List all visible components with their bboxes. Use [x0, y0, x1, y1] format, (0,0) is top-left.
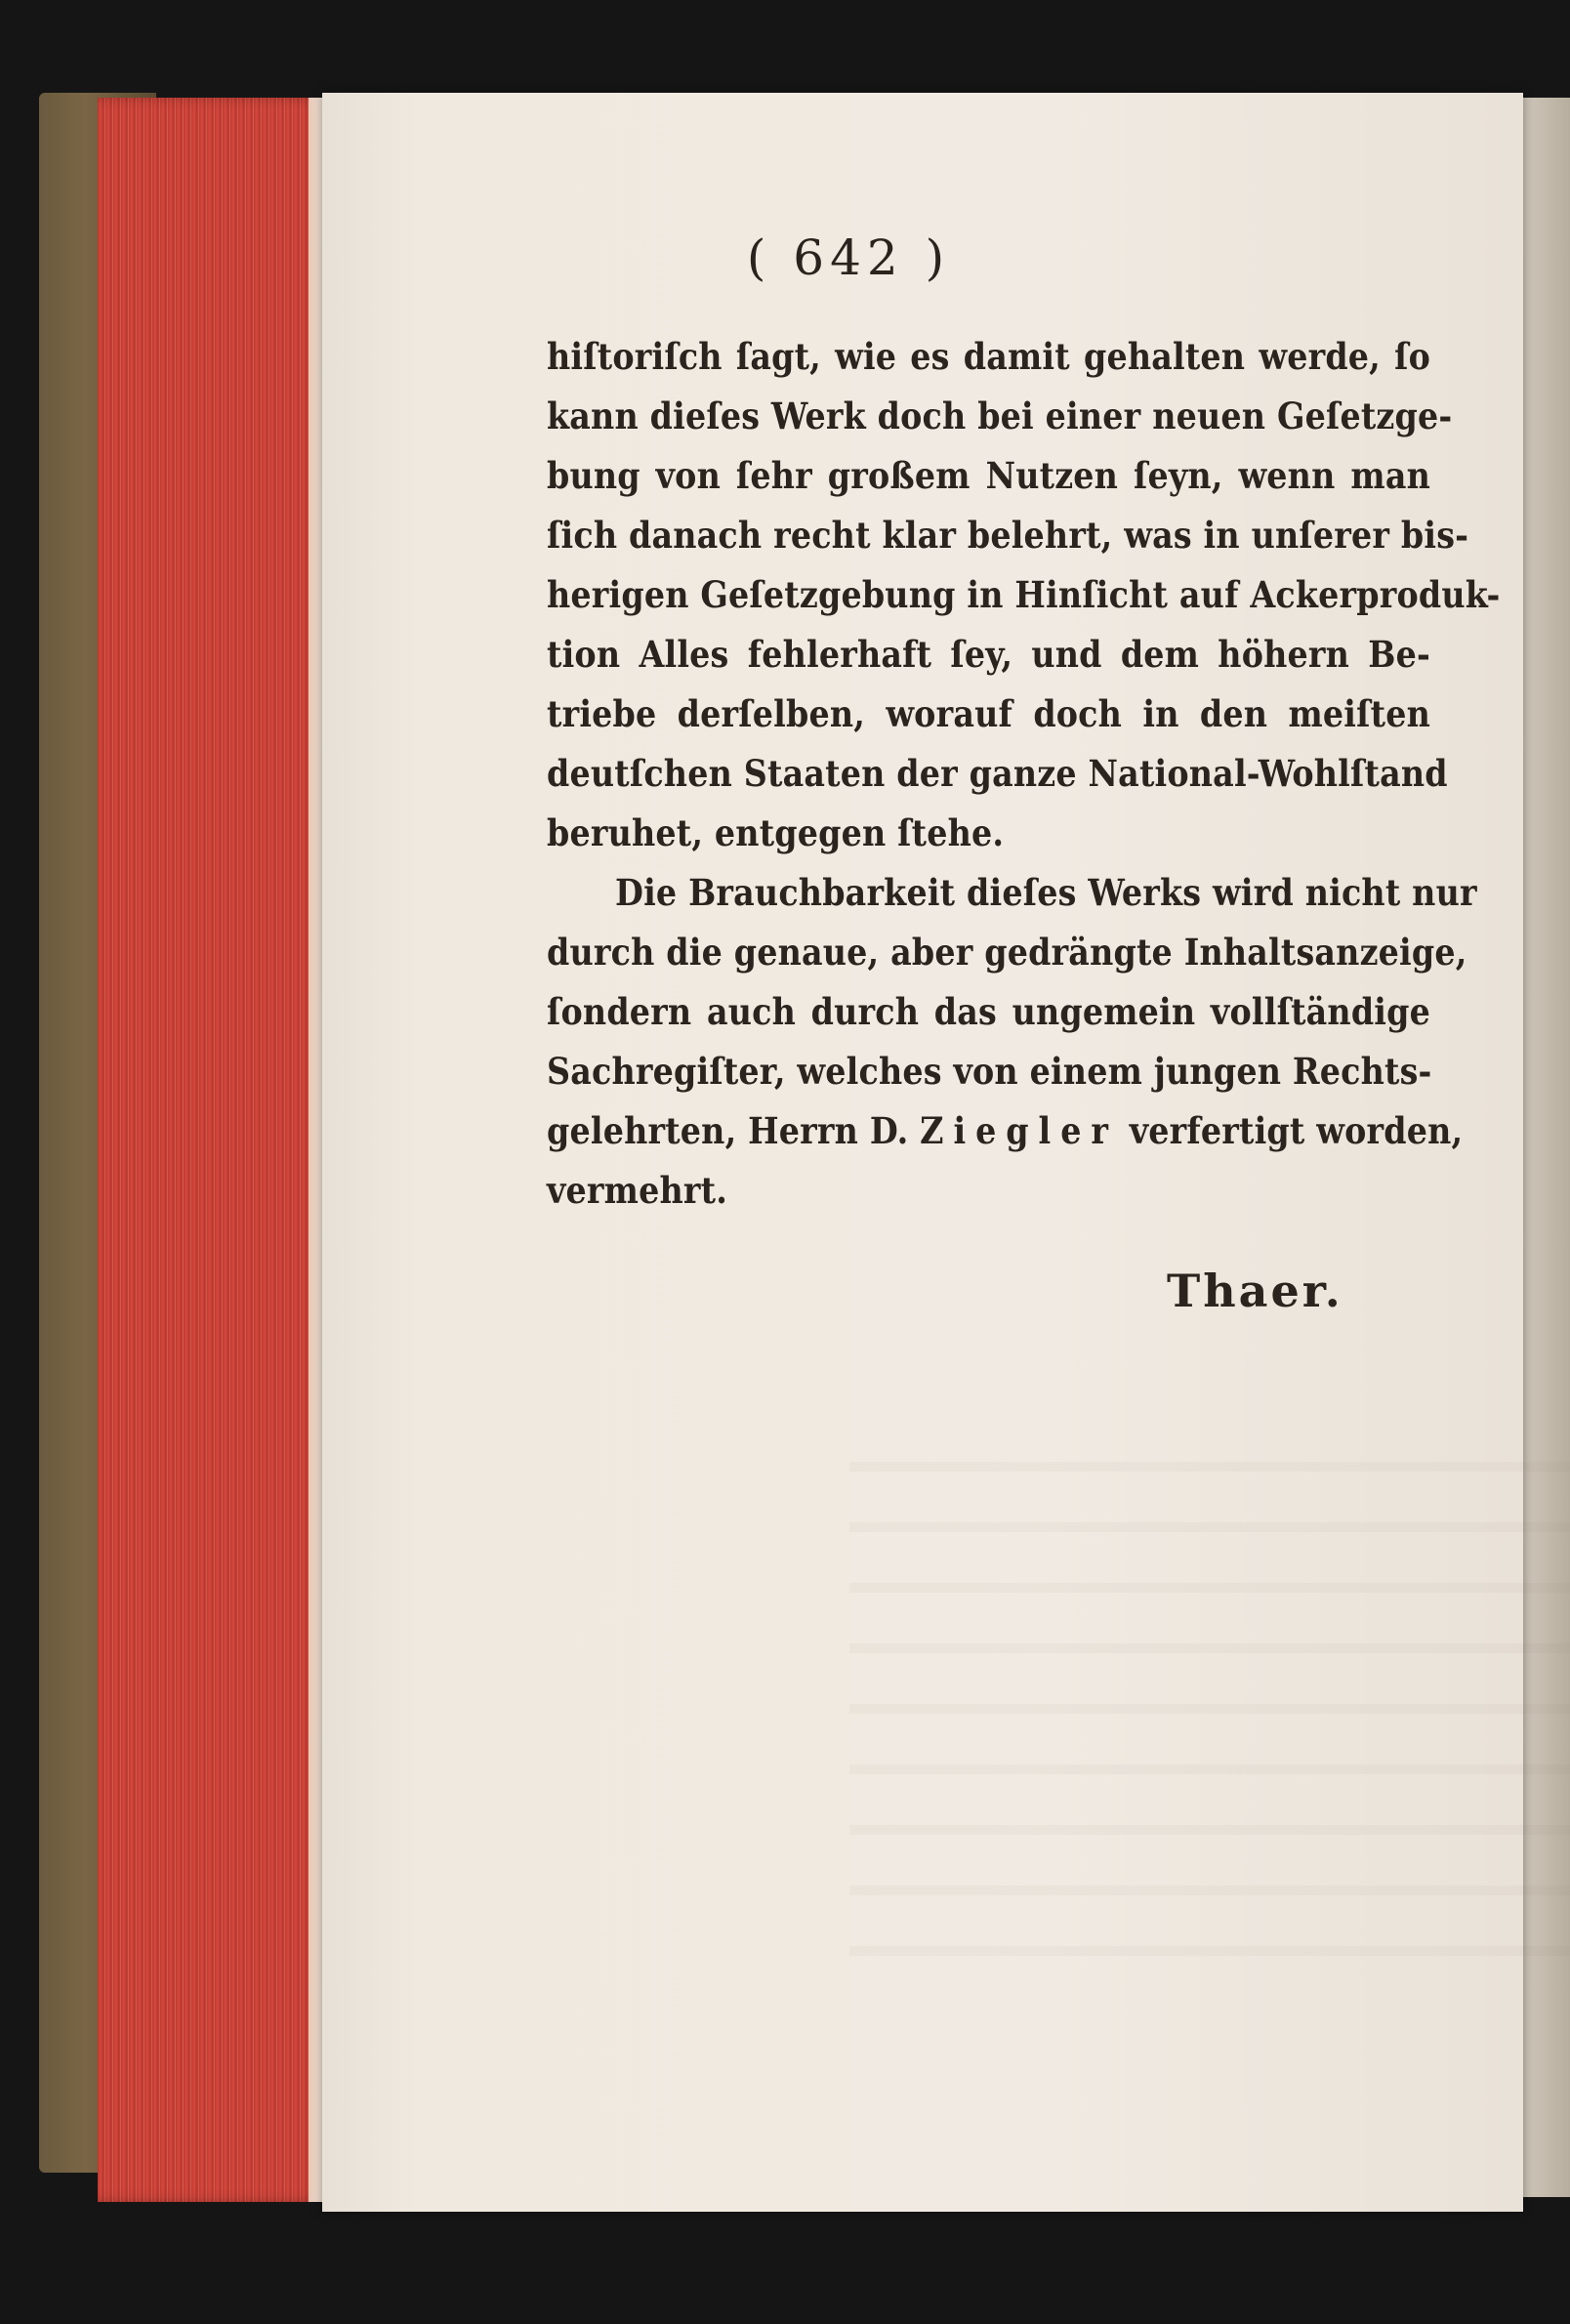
- text-line: Sachregiſter, welches von einem jungen Rechts-: [547, 1050, 1432, 1093]
- text-line: deutſchen Staaten der ganze National-Wohlſtand: [547, 752, 1448, 795]
- text-line: herigen Geſetzgebung in Hinſicht auf Ackerproduk-: [547, 573, 1501, 616]
- text-line: beruhet, entgegen ſtehe.: [547, 811, 1005, 854]
- text-line: triebe derſelben, worauf doch in den meiſten: [547, 692, 1430, 735]
- signature: Thaer.: [1167, 1265, 1343, 1317]
- text-line: hiſtoriſch ſagt, wie es damit gehalten werde, ſo: [547, 335, 1430, 378]
- text-fragment: verfertigt worden,: [1129, 1109, 1464, 1152]
- text-line-ziegler: [547, 1101, 1464, 1161]
- show-through-text: [849, 1411, 1570, 1997]
- body-text: [547, 327, 1501, 1221]
- page-number: ( 642 ): [746, 229, 951, 286]
- text-line: ſich danach recht klar belehrt, was in unſerer bis-: [547, 514, 1469, 557]
- text-line: durch die genaue, aber gedrängte Inhaltsanzeige,: [547, 931, 1467, 974]
- text-line: ſondern auch durch das ungemein vollſtändige: [547, 990, 1430, 1033]
- text-line: tion Alles fehlerhaft ſey, und dem höhern Be-: [547, 633, 1430, 676]
- text-line: kann dieſes Werk doch bei einer neuen Geſetzge-: [547, 394, 1453, 437]
- text-line: Die Brauchbarkeit dieſes Werks wird nicht nur: [615, 871, 1477, 914]
- text-line: vermehrt.: [547, 1169, 727, 1212]
- page-stack-edge: [98, 98, 322, 2202]
- text-line: bung von ſehr großem Nutzen ſeyn, wenn man: [547, 454, 1430, 497]
- author-name-spaced: Ziegler: [920, 1109, 1118, 1152]
- text-fragment: gelehrten, Herrn D.: [547, 1109, 909, 1152]
